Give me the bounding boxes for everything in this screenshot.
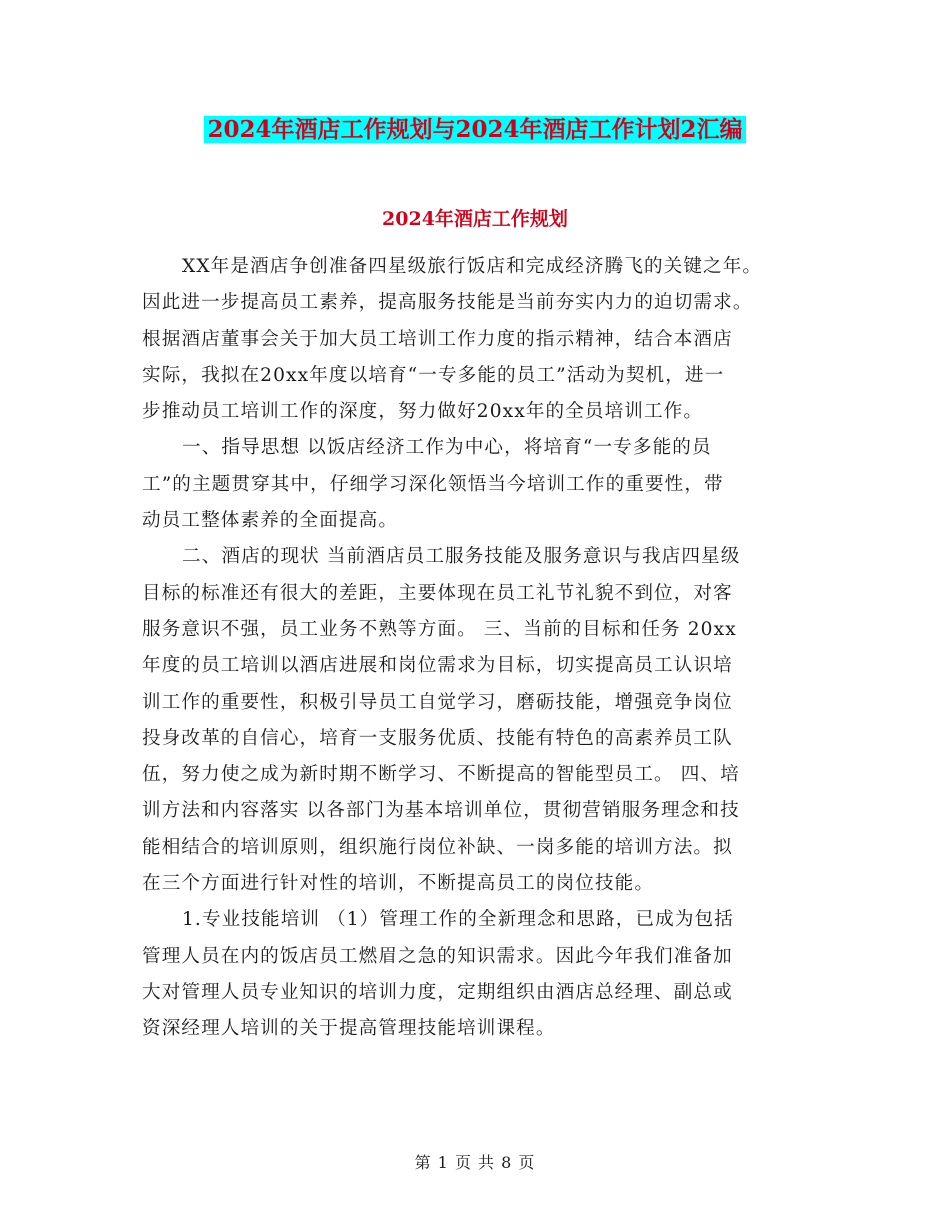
- body-line: 二、酒店的现状 当前酒店员工服务技能及服务意识与我店四星级: [182, 546, 741, 568]
- body-line: 步推动员工培训工作的深度，努力做好20xx年的全员培训工作。: [142, 401, 704, 423]
- document-title: [0, 112, 950, 148]
- body-line: 实际，我拟在20xx年度以培育“一专多能的员工”活动为契机，进一: [142, 364, 725, 386]
- section-title: 2024年酒店工作规划: [382, 208, 568, 230]
- body-line: 资深经理人培训的关于提高管理技能培训课程。: [142, 1018, 556, 1040]
- document-title-text: 2024年酒店工作规划与2024年酒店工作计划2汇编: [204, 116, 745, 143]
- body-line: 工”的主题贯穿其中，仔细学习深化领悟当今培训工作的重要性，带: [142, 473, 724, 495]
- body-line: 因此进一步提高员工素养，提高服务技能是当前夯实内力的迫切需求。: [142, 292, 753, 314]
- body-line: 一、指导思想 以饭店经济工作为中心，将培育“一专多能的员: [182, 437, 712, 459]
- body-line: 投身改革的自信心，培育一支服务优质、技能有特色的高素养员工队: [142, 727, 733, 749]
- body-line: 伍，努力使之成为新时期不断学习、不断提高的智能型员工。 四、培: [142, 764, 740, 786]
- body-line: XX年是酒店争创准备四星级旅行饭店和完成经济腾飞的关键之年。: [182, 256, 763, 277]
- body-line: 管理人员在内的饭店员工燃眉之急的知识需求。因此今年我们准备加: [142, 945, 733, 967]
- body-line: 目标的标准还有很大的差距，主要体现在员工礼节礼貌不到位，对客: [142, 582, 733, 604]
- body-line: 训工作的重要性，积极引导员工自觉学习，磨砺技能，增强竞争岗位: [142, 691, 733, 713]
- body-line: 动员工整体素养的全面提高。: [142, 510, 399, 532]
- body-line: 能相结合的培训原则，组织施行岗位补缺、一岗多能的培训方法。拟: [142, 836, 733, 858]
- body-line: 训方法和内容落实 以各部门为基本培训单位，贯彻营销服务理念和技: [142, 800, 740, 822]
- body-line: 根据酒店董事会关于加大员工培训工作力度的指示精神，结合本酒店: [142, 328, 733, 350]
- body-line: 年度的员工培训以酒店进展和岗位需求为目标，切实提高员工认识培: [142, 655, 733, 677]
- document-body: [142, 249, 822, 1048]
- body-line: 大对管理人员专业知识的培训力度，定期组织由酒店总经理、副总或: [142, 981, 733, 1003]
- body-line: 1.专业技能培训 （1）管理工作的全新理念和思路，已成为包括: [182, 909, 734, 931]
- body-line: 在三个方面进行针对性的培训，不断提高员工的岗位技能。: [142, 873, 655, 895]
- body-line: 服务意识不强，员工业务不熟等方面。 三、当前的目标和任务 20xx: [142, 618, 737, 640]
- page-footer: 第 1 页 共 8 页: [414, 1153, 536, 1172]
